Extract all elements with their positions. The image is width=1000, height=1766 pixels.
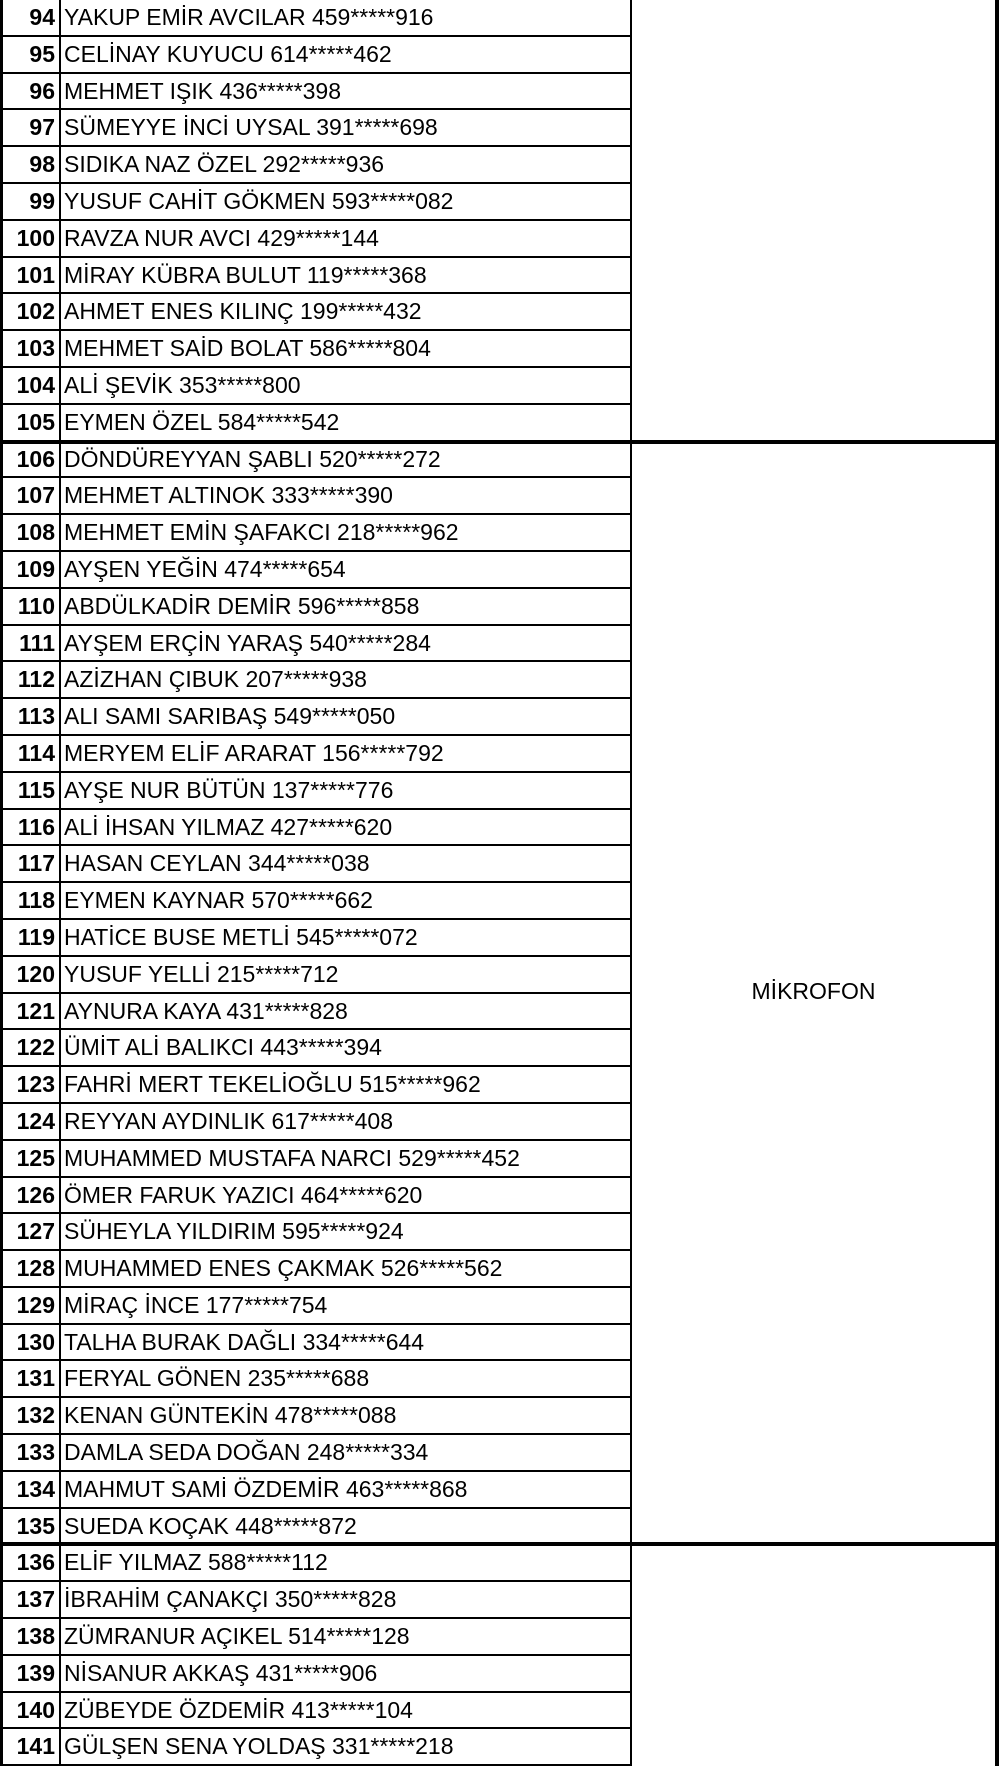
student-entry: FERYAL GÖNEN 235*****688: [64, 1365, 370, 1392]
row-number: 129: [16, 1291, 55, 1318]
table-row: [0, 1656, 631, 1693]
group-separator: [0, 1542, 999, 1546]
row-number: 106: [16, 445, 55, 472]
row-number: 103: [16, 335, 55, 362]
student-entry: ALİ ŞEVİK 353*****800: [64, 371, 301, 398]
row-number: 136: [16, 1549, 55, 1576]
row-number: 117: [17, 850, 55, 877]
row-number: 116: [17, 813, 55, 840]
table-row: [0, 1729, 631, 1766]
student-entry: SÜMEYYE İNCİ UYSAL 391*****698: [64, 114, 438, 141]
table-row: [0, 258, 631, 295]
student-entry: İBRAHİM ÇANAKÇI 350*****828: [64, 1586, 397, 1613]
row-number: 99: [29, 187, 55, 214]
table-row: [0, 37, 631, 74]
row-number: 114: [17, 739, 55, 766]
student-entry: MUHAMMED ENES ÇAKMAK 526*****562: [64, 1255, 503, 1282]
table-row: [0, 736, 631, 773]
student-entry: FAHRİ MERT TEKELİOĞLU 515*****962: [64, 1071, 481, 1098]
row-number: 134: [16, 1475, 55, 1502]
row-number: 96: [29, 77, 55, 104]
row-number: 104: [16, 371, 55, 398]
table-row: [0, 1030, 631, 1067]
table-row: [0, 1619, 631, 1656]
table-row: [0, 515, 631, 552]
row-number: 141: [16, 1733, 55, 1760]
table-row: [0, 994, 631, 1031]
table-row: [0, 1398, 631, 1435]
student-entry: YAKUP EMİR AVCILAR 459*****916: [64, 4, 434, 30]
table-row: [0, 773, 631, 810]
student-entry: MAHMUT SAMİ ÖZDEMİR 463*****868: [64, 1475, 468, 1502]
table-row: [0, 74, 631, 111]
row-number: 112: [17, 666, 55, 693]
table-row: [0, 699, 631, 736]
table-row: [0, 662, 631, 699]
student-entry: TALHA BURAK DAĞLI 334*****644: [64, 1328, 425, 1355]
row-number: 94: [29, 4, 55, 30]
row-number: 111: [19, 629, 55, 656]
table-row: [0, 1693, 631, 1730]
table-row: [0, 1582, 631, 1619]
table-row: [0, 1472, 631, 1509]
table-row: [0, 1288, 631, 1325]
row-number: 126: [16, 1181, 55, 1208]
student-entry: DAMLA SEDA DOĞAN 248*****334: [64, 1439, 429, 1466]
table-row: [0, 883, 631, 920]
table-row: [0, 221, 631, 258]
student-entry: SUEDA KOÇAK 448*****872: [64, 1512, 357, 1539]
student-entry: SÜHEYLA YILDIRIM 595*****924: [64, 1218, 404, 1245]
student-entry: DÖNDÜREYYAN ŞABLI 520*****272: [64, 445, 441, 472]
row-number: 125: [16, 1144, 55, 1171]
table-row: [0, 846, 631, 883]
table-row: [0, 478, 631, 515]
table-row: [0, 405, 631, 442]
student-entry: REYYAN AYDINLIK 617*****408: [64, 1107, 393, 1134]
row-number: 102: [16, 298, 55, 325]
student-entry: AYŞEN YEĞİN 474*****654: [64, 555, 346, 582]
column-divider: [59, 0, 61, 1766]
table-row: [0, 626, 631, 663]
row-number: 97: [29, 114, 55, 141]
student-entry: HASAN CEYLAN 344*****038: [64, 850, 370, 877]
row-number: 108: [16, 519, 55, 546]
table-row: [0, 810, 631, 847]
student-entry: MEHMET IŞIK 436*****398: [64, 77, 341, 104]
student-entry: AYŞEM ERÇİN YARAŞ 540*****284: [64, 629, 431, 656]
student-entry: EYMEN KAYNAR 570*****662: [64, 887, 373, 914]
student-entry: MEHMET EMİN ŞAFAKCI 218*****962: [64, 519, 459, 546]
student-entry: ALİ İHSAN YILMAZ 427*****620: [64, 813, 393, 840]
table-row: [0, 147, 631, 184]
row-number: 101: [16, 261, 55, 288]
table-row: [0, 957, 631, 994]
row-number: 140: [16, 1696, 55, 1723]
student-entry: ZÜMRANUR AÇIKEL 514*****128: [64, 1623, 410, 1650]
row-number: 120: [16, 960, 55, 987]
row-number: 138: [16, 1623, 55, 1650]
table-row: [0, 1435, 631, 1472]
table-row: [0, 110, 631, 147]
row-number: 100: [16, 224, 55, 251]
student-entry: YUSUF YELLİ 215*****712: [64, 960, 339, 987]
table-row: [0, 1214, 631, 1251]
student-entry: AHMET ENES KILINÇ 199*****432: [64, 298, 422, 325]
row-number: 130: [16, 1328, 55, 1355]
student-entry: RAVZA NUR AVCI 429*****144: [64, 224, 379, 251]
table-left-border: [0, 0, 3, 1766]
student-entry: ÜMİT ALİ BALIKCI 443*****394: [64, 1034, 382, 1061]
student-entry: AZİZHAN ÇIBUK 207*****938: [64, 666, 367, 693]
row-number: 95: [29, 40, 55, 67]
student-entry: GÜLŞEN SENA YOLDAŞ 331*****218: [64, 1733, 454, 1760]
row-number: 131: [16, 1365, 55, 1392]
row-number: 133: [16, 1439, 55, 1466]
student-entry: ELİF YILMAZ 588*****112: [64, 1549, 328, 1576]
student-entry: SIDIKA NAZ ÖZEL 292*****936: [64, 151, 385, 178]
student-entry: MİRAÇ İNCE 177*****754: [64, 1291, 328, 1318]
table-row: [0, 920, 631, 957]
table-row: [0, 1361, 631, 1398]
table-row: [0, 184, 631, 221]
table-row: [0, 1545, 631, 1582]
row-number: 98: [29, 151, 55, 178]
row-number: 121: [16, 997, 55, 1024]
row-number: 127: [16, 1218, 55, 1245]
row-number: 137: [16, 1586, 55, 1613]
row-number: 122: [16, 1034, 55, 1061]
student-entry: MEHMET SAİD BOLAT 586*****804: [64, 335, 431, 362]
row-number: 132: [16, 1402, 55, 1429]
student-entry: CELİNAY KUYUCU 614*****462: [64, 40, 392, 67]
row-number: 124: [16, 1107, 55, 1134]
table-row: [0, 331, 631, 368]
student-entry: MİRAY KÜBRA BULUT 119*****368: [64, 261, 427, 288]
student-entry: ALI SAMI SARIBAŞ 549*****050: [64, 703, 396, 730]
row-number: 113: [17, 703, 55, 730]
student-entry: MUHAMMED MUSTAFA NARCI 529*****452: [64, 1144, 520, 1171]
row-number: 135: [16, 1512, 55, 1539]
table-right-border: [995, 0, 999, 1766]
row-number: 123: [16, 1071, 55, 1098]
row-number: 110: [17, 592, 55, 619]
table-row: [0, 0, 631, 37]
table-row: [0, 1509, 631, 1546]
table-row: [0, 1178, 631, 1215]
student-entry: ZÜBEYDE ÖZDEMİR 413*****104: [64, 1696, 413, 1723]
table-row: [0, 294, 631, 331]
table-row: [0, 442, 631, 479]
student-entry: NİSANUR AKKAŞ 431*****906: [64, 1659, 378, 1686]
table-row: [0, 368, 631, 405]
row-number: 118: [17, 887, 55, 914]
table-row: [0, 589, 631, 626]
student-entry: ABDÜLKADİR DEMİR 596*****858: [64, 592, 420, 619]
row-number: 105: [16, 408, 55, 435]
student-entry: YUSUF CAHİT GÖKMEN 593*****082: [64, 187, 454, 214]
row-number: 115: [17, 776, 55, 803]
table-row: [0, 552, 631, 589]
student-entry: MEHMET ALTINOK 333*****390: [64, 482, 393, 509]
student-entry: AYŞE NUR BÜTÜN 137*****776: [64, 776, 394, 803]
student-entry: EYMEN ÖZEL 584*****542: [64, 408, 340, 435]
row-number: 139: [16, 1659, 55, 1686]
row-number: 119: [17, 923, 55, 950]
table-row: [0, 1104, 631, 1141]
student-entry: KENAN GÜNTEKİN 478*****088: [64, 1402, 397, 1429]
student-entry: HATİCE BUSE METLİ 545*****072: [64, 923, 418, 950]
table-row: [0, 1141, 631, 1178]
column-divider: [630, 0, 632, 1766]
row-number: 107: [16, 482, 55, 509]
student-entry: MERYEM ELİF ARARAT 156*****792: [64, 739, 444, 766]
group-label-cell: MİKROFON: [751, 978, 876, 1004]
table-row: [0, 1251, 631, 1288]
table-row: [0, 1325, 631, 1362]
row-number: 128: [16, 1255, 55, 1282]
student-entry: ÖMER FARUK YAZICI 464*****620: [64, 1181, 423, 1208]
table-row: [0, 1067, 631, 1104]
row-number: 109: [16, 555, 55, 582]
student-entry: AYNURA KAYA 431*****828: [64, 997, 348, 1024]
